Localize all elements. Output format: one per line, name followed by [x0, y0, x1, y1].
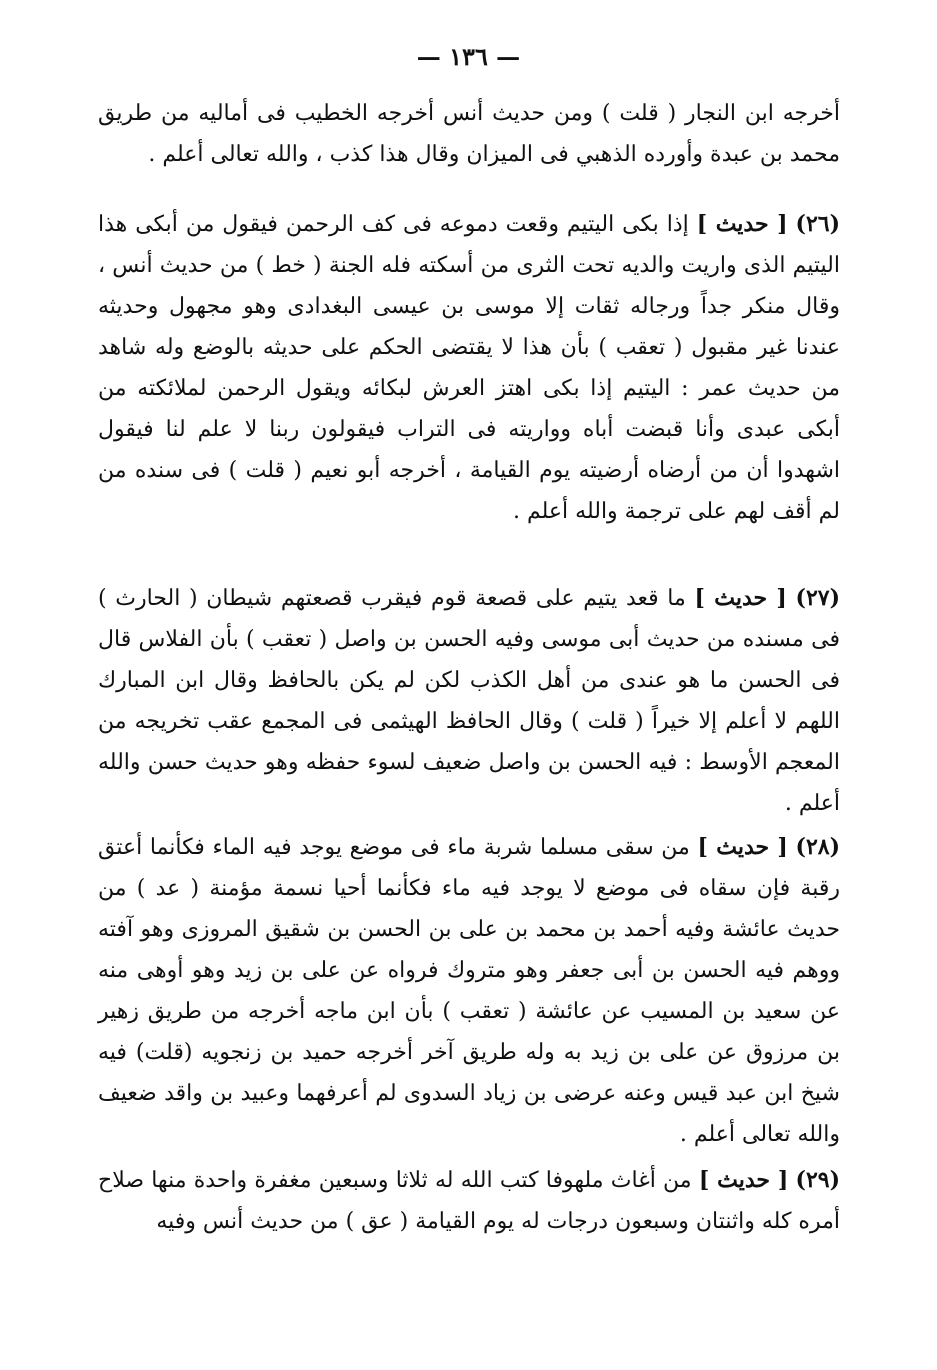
- entry-number: (٢٨): [795, 834, 840, 860]
- page-number: — ١٣٦ —: [416, 42, 521, 71]
- entry-text: ما قعد يتيم على قصعة قوم فيقرب قصعتهم شيطان ( الحارث ) فى مسنده من حديث أبى موسى وفيه الحسن بن واصل ( تعقب ) بأن الفلاس قال فى الحسن ما هو عندى من أهل الكذب لكن لم يكن بالحافظ وقال ابن المبارك اللهم لا أعلم إلا خيراً ( قلت ) وقال الحافظ الهيثمى فى المجمع عقب تخريجه من المعجم الأوسط : فيه الحسن بن واصل ضعيف لسوء حفظه وهو حديث حسن والله أعلم .: [98, 586, 840, 816]
- entry-tag: [ حديث ]: [697, 834, 788, 860]
- hadith-entry-29: [98, 1160, 840, 1242]
- hadith-entry-27: [98, 578, 840, 824]
- paragraph-continuation: [98, 93, 840, 175]
- hadith-paragraph: [98, 578, 840, 824]
- hadith-paragraph: [98, 204, 840, 532]
- entry-tag: [ حديث ]: [698, 1167, 789, 1193]
- hadith-entry-28: [98, 827, 840, 1155]
- entry-text: من أغاث ملهوفا كتب الله له ثلاثا وسبعين مغفرة واحدة منها صلاح أمره كله واثنتان وسبعون درجات له يوم القيامة ( عق ) من حديث أنس وفيه: [98, 1168, 840, 1234]
- hadith-paragraph: [98, 827, 840, 1155]
- entry-number: (٢٧): [795, 585, 840, 611]
- hadith-paragraph: [98, 1160, 840, 1242]
- hadith-entry-26: [98, 204, 840, 532]
- entry-number: (٢٩): [795, 1167, 841, 1193]
- entry-text: إذا بكى اليتيم وقعت دموعه فى كف الرحمن فيقول من أبكى هذا اليتيم الذى واريت والديه تحت الثرى من أسكته فله الجنة ( خط ) من حديث أنس ، وقال منكر جداً ورجاله ثقات إلا موسى بن عيسى البغدادى وهو مجهول وحديثه عندنا غير مقبول ( تعقب ) بأن هذا لا يقتضى الحكم على حديثه بالوضع وله شاهد من حديث عمر : اليتيم إذا بكى اهتز العرش لبكائه ويقول الرحمن لملائكته من أبكى عبدى وأنا قبضت أباه وواريته فى التراب فيقولون ربنا لا علم لنا فيقول اشهدوا أن من أرضاه أرضيته يوم القيامة ، أخرجه أبو نعيم ( قلت ) فى سنده من لم أقف لهم على ترجمة والله أعلم .: [98, 212, 840, 524]
- entry-tag: [ حديث ]: [696, 211, 788, 237]
- paragraph-text: أخرجه ابن النجار ( قلت ) ومن حديث أنس أخرجه الخطيب فى أماليه من طريق محمد بن عبدة وأورده الذهبي فى الميزان وقال هذا كذب ، والله تعالى أعلم .: [98, 101, 840, 167]
- entry-number: (٢٦): [795, 211, 840, 237]
- entry-tag: [ حديث ]: [694, 585, 787, 611]
- entry-text: من سقى مسلما شربة ماء فى موضع يوجد فيه الماء فكأنما أعتق رقبة فإن سقاه فى موضع لا يوجد فيه ماء فكأنما أحيا نسمة مؤمنة ( عد ) من حديث عائشة وفيه أحمد بن محمد بن على بن الحسن بن شقيق المروزى وهو آفته ووهم فيه الحسن بن أبى جعفر وهو متروك فرواه عن على بن زيد وهو أوهى منه عن سعيد بن المسيب عن عائشة ( تعقب ) بأن ابن ماجه أخرجه من طريق زهير بن مرزوق عن على بن زيد به وله طريق آخر أخرجه حميد بن زنجويه (قلت) فيه شيخ ابن عبد قيس وعنه عرضى بن زياد السدوى لم أعرفهما وعبيد بن واقد ضعيف والله تعالى أعلم .: [98, 835, 840, 1147]
